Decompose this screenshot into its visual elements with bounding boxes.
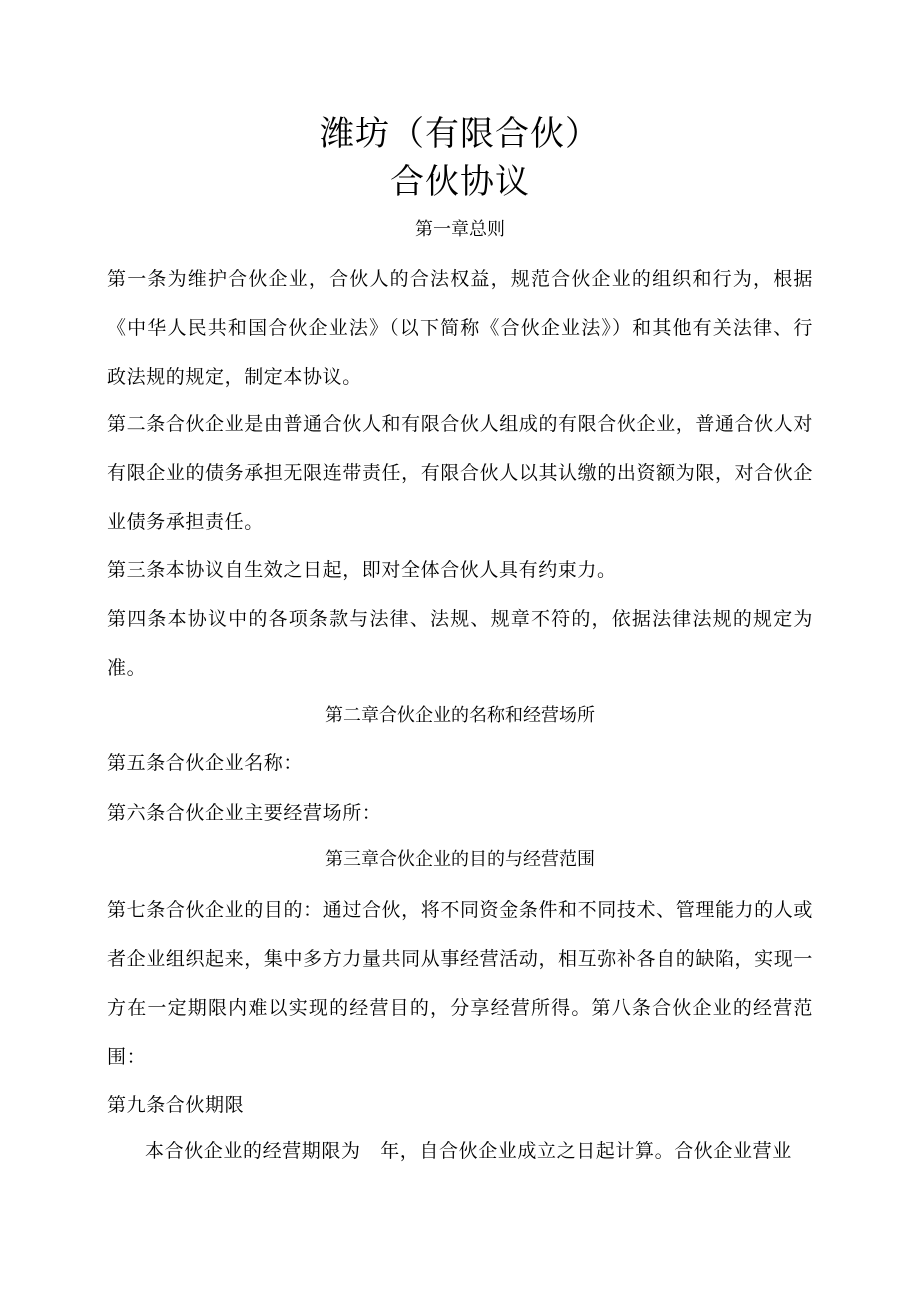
document-title-line2: 合伙协议 — [390, 162, 530, 202]
chapter-2-heading: 第二章合伙企业的名称和经营场所 — [325, 705, 595, 726]
article-3: 第三条本协议自生效之日起，即对全体合伙人具有约束力。 — [107, 559, 617, 581]
article-6: 第六条合伙企业主要经营场所： — [107, 802, 382, 824]
article-1: 第一条为维护合伙企业，合伙人的合法权益，规范合伙企业的组织和行为，根据《中华人民共和国合伙企业法》（以下简称《合伙企业法》）和其他有关法律、行政法规的规定，制定本协议。 — [107, 268, 813, 388]
chapter-1-heading: 第一章总则 — [415, 219, 505, 240]
article-2: 第二条合伙企业是由普通合伙人和有限合伙人组成的有限合伙企业，普通合伙人对有限企业的债务承担无限连带责任，有限合伙人以其认缴的出资额为限，对合伙企业债务承担责任。 — [107, 413, 813, 533]
article-5: 第五条合伙企业名称： — [107, 752, 304, 774]
article-9-heading: 第九条合伙期限 — [107, 1094, 245, 1116]
chapter-3-heading: 第三章合伙企业的目的与经营范围 — [325, 849, 595, 870]
article-4: 第四条本协议中的各项条款与法律、法规、规章不符的，依据法律法规的规定为准。 — [107, 608, 813, 679]
article-9-body: 本合伙企业的经营期限为 年，自合伙企业成立之日起计算。合伙企业营业 — [145, 1140, 792, 1162]
document-title-line1: 潍坊（有限合伙） — [320, 114, 600, 154]
article-7-8: 第七条合伙企业的目的：通过合伙，将不同资金条件和不同技术、管理能力的人或者企业组织起来，集中多方力量共同从事经营活动，相互弥补各自的缺陷，实现一方在一定期限内难以实现的经营目的，分享经营所得。第八条合伙企业的经营范围： — [107, 899, 813, 1068]
